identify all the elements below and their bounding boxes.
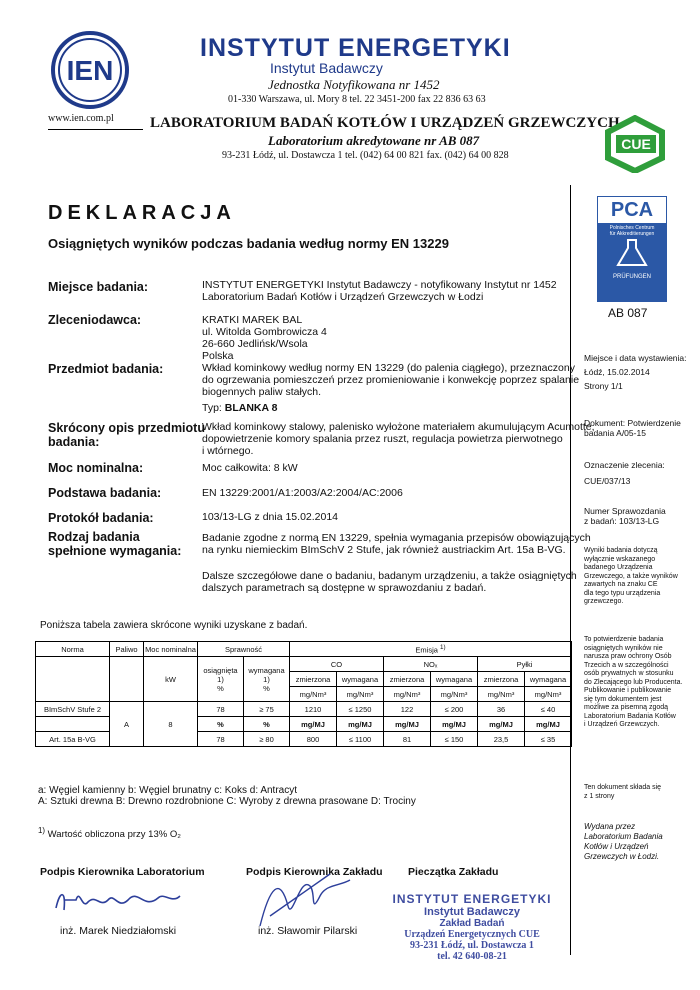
pages-note: Ten dokument składa się z 1 strony [584, 784, 662, 800]
table-row: % % mg/MJ mg/MJ mg/MJ mg/MJ mg/MJ mg/MJ [36, 717, 572, 732]
th-zmierzona: zmierzona [384, 672, 431, 687]
th-norma: Norma [36, 642, 110, 657]
svg-text:CUE: CUE [621, 136, 651, 152]
th-sprawnosc: Sprawność [198, 642, 290, 657]
th-unit: mg/Nm³ [525, 687, 572, 702]
lab-name: LABORATORIUM BADAŃ KOTŁÓW I URZĄDZEŃ GRZEWCZYCH [150, 115, 620, 131]
requirements-value: Badanie zgodne z normą EN 13229, spełnia wymagania przepisów obowiązujących na rynku niemieckim BImSchV 2 Stufe, jak również austriackim Art. 15a B-VG. [202, 532, 591, 556]
th-paliwo: Paliwo [110, 642, 144, 657]
th-unit: mg/Nm³ [384, 687, 431, 702]
footnote: $^{1)}$ Wartość obliczona przy 13% O₂ [38, 826, 181, 841]
lab-address: 93-231 Łódź, ul. Dostawcza 1 tel. (042) 64 00 821 fax. (042) 64 00 828 [222, 150, 509, 161]
client-value: KRATKI MAREK BAL ul. Witolda Gombrowicza 4 26-660 Jedlińsk/Wsola Polska [202, 314, 327, 362]
th-emisja: Emisja $^{1)}$ [290, 642, 572, 657]
dept-head-signature-label: Podpis Kierownika Zakładu [246, 866, 383, 878]
th-pylki: Pyłki [478, 657, 572, 672]
lab-head-name: inż. Marek Niedziałomski [60, 925, 177, 937]
dept-head-name: inż. Sławomir Pilarski [258, 925, 358, 937]
protocol-label: Protokół badania: [48, 511, 154, 525]
institute-address: 01-330 Warszawa, ul. Mory 8 tel. 22 3451-200 fax 22 836 63 63 [228, 94, 486, 105]
table-row: BImSchV Stufe 2 A 8 78 ≥ 75 1210 ≤ 1250 122 ≤ 200 36 ≤ 40 [36, 702, 572, 717]
svg-text:IEN: IEN [66, 55, 114, 86]
client-label: Zleceniodawca: [48, 313, 142, 327]
type-value: Typ: BLANKA 8 [202, 402, 278, 414]
table-row: Art. 15a B-VG 78 ≥ 80 800 ≤ 1100 81 ≤ 150 23,5 ≤ 35 [36, 732, 572, 747]
th-zmierzona: zmierzona [290, 672, 337, 687]
description-value: Wkład kominkowy stalowy, palenisko wyłożone materiałem akumulującym Acumotte, dopowietrzenie komory spalania przez ruszt, regulacja powietrza pierwotnego i wtórnego. [202, 421, 595, 457]
document-subtitle: Osiągniętych wyników podczas badania według normy EN 13229 [48, 236, 449, 251]
th-unit: mg/Nm³ [478, 687, 525, 702]
power-label: Moc nominalna: [48, 461, 144, 475]
issued-by: Wydana przez Laboratorium Badania Kotłów i Urządzeń Grzewczych w Łodzi. [584, 822, 663, 861]
requirements-label: Rodzaj badania spełnione wymagania: [48, 530, 182, 558]
th-osiagnieta: osiągnięta 1) % [198, 657, 244, 702]
th-wymagana-e: wymagana [431, 672, 478, 687]
th-moc: Moc nominalna [144, 642, 198, 657]
subject-value: Wkład kominkowy według normy EN 13229 (do palenia ciągłego), przeznaczony do ogrzewania pomieszczeń przez promieniowanie i konwekcję poprzez spalanie biogennych paliw stałych. [202, 362, 580, 398]
signature-lab-head [48, 880, 188, 925]
report-number: Numer Sprawozdania z badań: 103/13-LG [584, 506, 666, 526]
document-title: DEKLARACJA [48, 202, 236, 224]
th-unit: mg/Nm³ [431, 687, 478, 702]
ien-logo [50, 30, 130, 110]
website: www.ien.com.pl [48, 113, 114, 124]
protocol-value: 103/13-LG z dnia 15.02.2014 [202, 511, 339, 523]
results-table [35, 641, 572, 747]
test-location-label: Miejsce badania: [48, 280, 149, 294]
th-nox: NOₓ [384, 657, 478, 672]
institute-stamp: INSTYTUT ENERGETYKI Instytut Badawczy Zakład Badań Urządzeń Energetycznych CUE 93-231 Łódź, ul. Dostawcza 1 tel. 42 640-08-21 [392, 892, 552, 962]
pca-logo: PCA Polnisches Centrum für Akkreditierungen PRÜFUNGEN [597, 196, 667, 302]
cue-logo [600, 115, 670, 173]
issue-place-date: Miejsce i data wystawienia: Łódź, 15.02.2014 Strony 1/1 [584, 353, 687, 391]
basis-label: Podstawa badania: [48, 486, 162, 500]
further-info: Dalsze szczegółowe dane o badaniu, badanym urządzeniu, a także osiągniętych dalszych parametrach są dostępne w sprawozdaniu z badań. [202, 570, 577, 594]
test-location-value: INSTYTUT ENERGETYKI Instytut Badawczy - notyfikowany Instytut nr 1452 Laboratorium Badań Kotłów i Urządzeń Grzewczych w Łodzi [202, 279, 557, 303]
results-note: Wyniki badania dotyczą wyłącznie wskazanego badanego Urządzenia Grzewczego, a także wyników zawartych na znaku CE dla tego typu urządzenia grzewczego. [584, 547, 678, 605]
divider [48, 129, 143, 130]
document-ref: Dokument: Potwierdzenie badania A/05-15 [584, 418, 681, 438]
th-unit: mg/Nm³ [290, 687, 337, 702]
fuel-legend: a: Węgiel kamienny b: Węgiel brunatny c: Koks d: Antracyt A: Sztuki drewna B: Drewno rozdrobnione C: Wyroby z drewna prasowane D: Trociny [38, 785, 416, 807]
institute-title: INSTYTUT ENERGETYKI [200, 34, 511, 62]
th-kw: kW [144, 657, 198, 702]
th-zmierzona: zmierzona [478, 672, 525, 687]
basis-value: EN 13229:2001/A1:2003/A2:2004/AC:2006 [202, 487, 403, 499]
order-ref: Oznaczenie zlecenia: CUE/037/13 [584, 460, 665, 486]
rights-note: To potwierdzenie badania osiągniętych wyników nie narusza praw ochrony Osób Trzecich a w szczególności osób prywatnych w stosunku do Zlecającego lub Producenta. Publikowanie i publikowanie się tym dokumentem jest możliwe za pisemną zgodą Laboratorium Badania Kotłów i Urządzeń Grzewczych. [584, 636, 683, 728]
th-blank [110, 657, 144, 702]
power-value: Moc całkowita: 8 kW [202, 462, 298, 474]
institute-subtitle: Instytut Badawczy [270, 60, 383, 76]
th-wymagana-e: wymagana [525, 672, 572, 687]
th-co: CO [290, 657, 384, 672]
pca-number: AB 087 [608, 306, 648, 320]
th-wymagana-e: wymagana [337, 672, 384, 687]
subject-label: Przedmiot badania: [48, 362, 164, 376]
table-intro: Poniższa tabela zawiera skrócone wyniki uzyskane z badań. [40, 620, 308, 631]
flask-icon [612, 237, 652, 269]
lab-head-signature-label: Podpis Kierownika Laboratorium [40, 866, 205, 878]
accreditation: Laboratorium akredytowane nr AB 087 [268, 133, 480, 148]
stamp-label: Pieczątka Zakładu [408, 866, 499, 878]
th-blank [36, 657, 110, 702]
notified-body: Jednostka Notyfikowana nr 1452 [268, 77, 440, 92]
description-label: Skrócony opis przedmiotu badania: [48, 421, 205, 449]
th-wymagana: wymagana 1) % [244, 657, 290, 702]
th-unit: mg/Nm³ [337, 687, 384, 702]
